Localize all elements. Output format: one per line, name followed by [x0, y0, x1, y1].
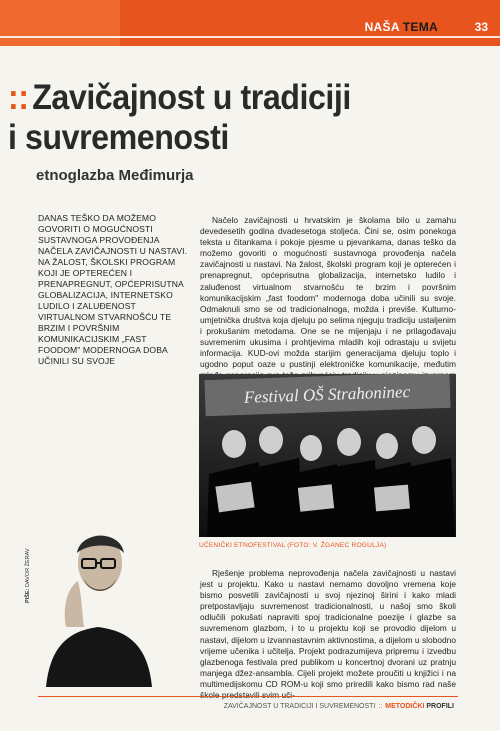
article-subtitle: etnoglazba Međimurja: [36, 167, 194, 184]
article-title: [8, 78, 440, 158]
footer-rule: [38, 696, 458, 697]
page-footer: [224, 703, 454, 710]
page-number: 33: [474, 20, 488, 34]
author-portrait: [44, 507, 154, 687]
section-label: [365, 20, 438, 34]
body-paragraph-1: Načelo zavičajnosti u hrvatskim je školama bilo u zamahu devedesetih godina dvadesetoga stoljeća. Čini se, osim ponekoga teksta u čitankama i pokoje pjesme u pjevankama, danas teško da možemo govoriti o mogućnosti sustavnoga provođenja načela zavičajnosti u nastavi. Na žalost, školski program koji je opterećen i prenapregnut, općeprisutna globalizacija, internetsko ludilo i zaluđenost virtualnom stvarnošću te brzim i površnim komunikacijskim „fast foodom" modernoga doba učinili su svoje. Odmaknuli smo se od tradicionalnoga, možda i previše. Kulturno-umjetnička društva koja djeluju po selima njeguju tradiciju ustaljenim i prokušanim metodama. One se ne mijenjaju i ne prilagođavaju suvremenim ukusima i prohtjevima mladih koji odrastaju u svijetu informacija. KUD-ovi možda starijim generacijama djeluju toplo i ugodno poput oaze u pustinji elektroničke komunikacije, međutim: [200, 215, 456, 370]
festival-photo-image: [199, 374, 456, 537]
byline-label: PIŠE:: [25, 588, 31, 603]
page-header: [0, 0, 500, 46]
footer-dots: ::: [378, 703, 383, 710]
footer-section: METODIČKI: [385, 703, 425, 710]
section-label-bold: TEMA: [402, 20, 438, 34]
author-portrait-image: [44, 507, 154, 687]
footer-subsection: PROFILI: [426, 703, 454, 710]
title-line-2: i suvremenosti: [8, 118, 229, 157]
intro-lead: DANAS TEŠKO DA MOŽEMO GOVORITI O MOGUĆNOSTI SUSTAVNOGA PROVOĐENJA NAČELA ZAVIČAJNOSTI U NASTAVI. NA ŽALOST, ŠKOLSKI PROGRAM KOJI JE OPTEREĆEN I PRENAPREGNUT, OPĆEPRISUTNA GLOBALIZACIJA, INTERNETSKO LUDILO I ZALUĐENOST VIRTUALNOM STVARNOŠĆU TE BRZIM I POVRŠNIM KOMUNIKACIJSKIM „FAST FOODOM" MODERNOGA DOBA UČINILI SU SVOJE: [38, 213, 188, 366]
author-byline: [25, 523, 31, 603]
title-dots: ::: [8, 78, 29, 117]
header-rule: [0, 36, 500, 38]
photo-caption: UČENIČKI ETNOFESTIVAL (FOTO: V. ŽGANEC ROGULJA): [199, 542, 387, 549]
byline-author: DAVOR ŽERAV: [25, 548, 31, 588]
body-column-top: [200, 215, 456, 393]
body-paragraph-2: Rješenje problema neprovođenja načela zavičajnosti u nastavi jest u projektu. Kako u nastavi nemamo dovoljno vremena koje bismo posvetili zavičajnosti u svoj njezinoj širini i kako mladi pretpostavljaju suvremenost tradicionalnosti, u našoj smo školi odlučili pokušati napraviti spoj tradicionalne poezije i glazbe sa suvremenom glazbom, i to u projektu koji se provodio dijelom u nastavi, dijelom u izvannastavnim aktivnostima, a dijelom u slobodno vrijeme učenika i učitelja. Projekt podrazumijeva pripremu i izvedbu glazbenoga festivala pred publikom u koncertnoj dvorani uz pratnju manjega džez-ansambla. Cijeli projekt možete proučiti u knjižici i na multimedijskomu CD ROM-u koji smo priredili kako bismo rad naše: [200, 568, 456, 689]
photo-banner-text: Festival OŠ Strahoninec: [243, 382, 411, 407]
title-line-1: Zavičajnost u tradiciji: [32, 78, 351, 117]
footer-article-title: ZAVIČAJNOST U TRADICIJI I SUVREMENOSTI: [223, 703, 376, 710]
section-label-text: NAŠA: [364, 20, 400, 34]
header-accent-block: [0, 0, 120, 46]
body-column-bottom: [200, 568, 456, 701]
festival-photo: [199, 374, 456, 537]
